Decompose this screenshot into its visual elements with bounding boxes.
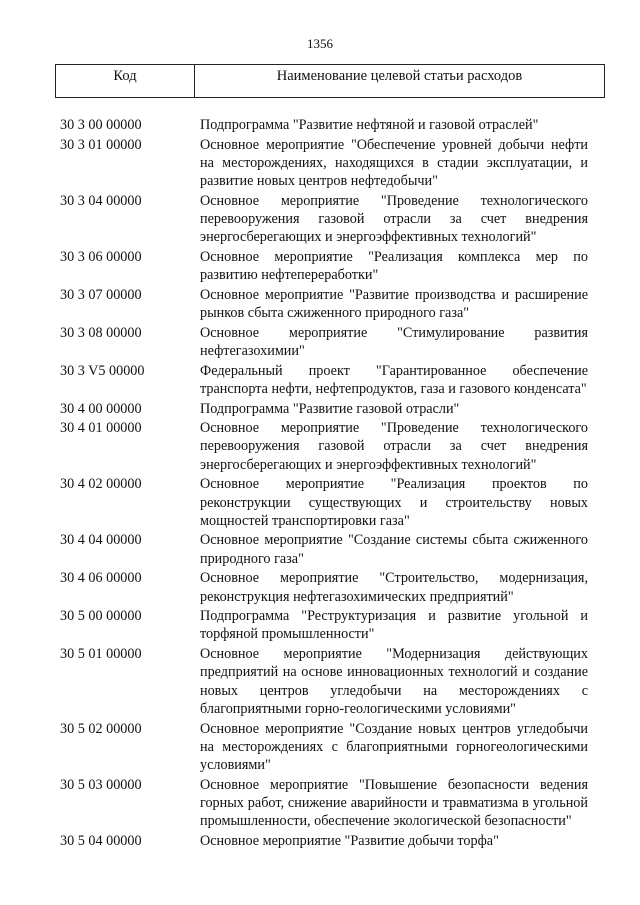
table-row	[60, 776, 588, 831]
row-name: Основное мероприятие "Обеспечение уровней добычи нефти на месторождениях, находящихся в стадии эксплуатации, и развитие новых центров нефтедобычи"	[200, 136, 588, 190]
row-code: 30 4 06 00000	[60, 570, 142, 587]
table-row	[60, 720, 588, 775]
table-row	[60, 192, 588, 247]
table-row	[60, 607, 588, 643]
row-name: Основное мероприятие "Реализация комплекса мер по развитию нефтепереработки"	[200, 248, 588, 284]
row-name: Основное мероприятие "Развитие добычи торфа"	[200, 832, 499, 849]
row-code: 30 4 00 00000	[60, 400, 142, 417]
row-name: Основное мероприятие "Реализация проектов по реконструкции существующих и строительству новых мощностей транспортировки газа"	[200, 476, 588, 529]
table-row	[60, 419, 588, 474]
table-row	[60, 116, 588, 134]
row-name: Федеральный проект "Гарантированное обеспечение транспорта нефти, нефтепродуктов, газа и газового конденсата"	[200, 362, 588, 397]
row-code: 30 5 03 00000	[60, 776, 142, 793]
row-name: Основное мероприятие "Повышение безопасности ведения горных работ, снижение аварийности и травматизма в угольной промышленности, обеспечение экологической безопасности"	[200, 776, 588, 830]
table-row	[60, 248, 588, 284]
row-name: Подпрограмма "Развитие нефтяной и газовой отраслей"	[200, 117, 539, 133]
table-row	[60, 645, 588, 718]
row-name: Основное мероприятие "Стимулирование развития нефтегазохимии"	[200, 324, 588, 359]
header-name: Наименование целевой статьи расходов	[276, 68, 523, 84]
row-code: 30 3 08 00000	[60, 324, 142, 341]
table-row	[60, 286, 588, 322]
row-name: Основное мероприятие "Строительство, модернизация, реконструкция нефтегазохимических предприятий"	[200, 570, 588, 605]
row-name: Основное мероприятие "Создание системы сбыта сжиженного природного газа"	[200, 532, 588, 567]
table-row	[60, 362, 588, 398]
row-name: Подпрограмма "Реструктуризация и развитие угольной и торфяной промышленности"	[200, 608, 588, 643]
table-row	[60, 136, 588, 191]
row-code: 30 4 02 00000	[60, 476, 142, 493]
row-name: Основное мероприятие "Проведение технологического перевооружения газовой отрасли за счет внедрения энергосберегающих и энергоэффективных технологий"	[200, 192, 588, 246]
row-name: Основное мероприятие "Развитие производства и расширение рынков сбыта сжиженного природного газа"	[200, 286, 588, 322]
table-row	[60, 475, 588, 530]
row-name: Подпрограмма "Развитие газовой отрасли"	[200, 400, 460, 417]
table-row	[60, 832, 588, 850]
table-row	[60, 400, 588, 418]
page-number: 1356	[307, 36, 333, 51]
row-name: Основное мероприятие "Модернизация действующих предприятий на основе инновационных технологий и создание новых центров угледобычи на месторождениях с благоприятными горно-геологическими условиями"	[200, 646, 588, 717]
table-header	[55, 64, 605, 98]
table-row	[60, 324, 588, 360]
row-code: 30 5 00 00000	[60, 608, 142, 625]
row-code: 30 5 01 00000	[60, 646, 142, 663]
row-code: 30 3 01 00000	[60, 136, 142, 153]
row-code: 30 3 00 00000	[60, 117, 142, 133]
header-code: Код	[56, 65, 195, 97]
row-code: 30 3 06 00000	[60, 248, 142, 265]
table-body	[60, 116, 588, 851]
row-code: 30 3 07 00000	[60, 286, 142, 303]
row-code: 30 4 01 00000	[60, 420, 142, 437]
row-name: Основное мероприятие "Создание новых центров угледобычи на месторождениях с благоприятными горногеологическими условиями"	[200, 720, 588, 773]
row-code: 30 3 04 00000	[60, 192, 142, 209]
row-name: Основное мероприятие "Проведение технологического перевооружения газовой отрасли за счет внедрения энергосберегающих и энергоэффективных технологий"	[200, 420, 588, 473]
table-row	[60, 531, 588, 567]
row-code: 30 5 04 00000	[60, 832, 142, 849]
row-code: 30 3 V5 00000	[60, 362, 145, 379]
row-code: 30 4 04 00000	[60, 532, 142, 549]
table-row	[60, 569, 588, 605]
row-code: 30 5 02 00000	[60, 720, 142, 737]
